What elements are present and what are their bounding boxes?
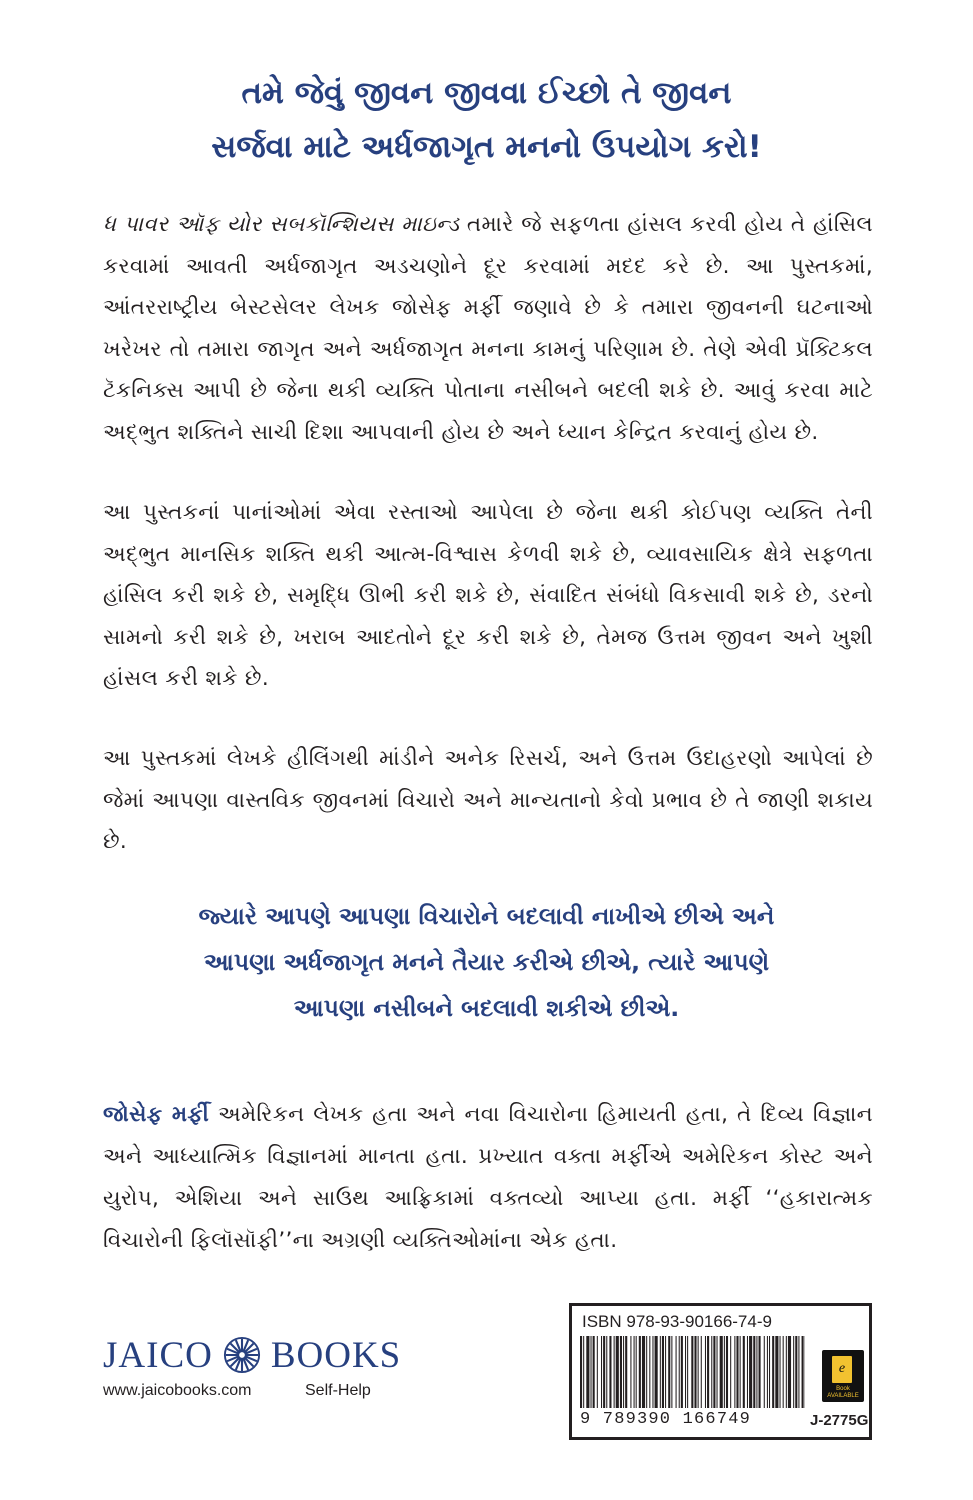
barcode-bar bbox=[736, 1336, 738, 1408]
highlight-quote bbox=[0, 893, 973, 1031]
quote-line-1: જ્યારે આપણે આપણા વિચારોને બદલાવી નાખીએ છીએ અને bbox=[198, 902, 775, 930]
chakra-wheel-icon bbox=[223, 1336, 261, 1374]
barcode-bar bbox=[720, 1336, 723, 1408]
barcode bbox=[580, 1336, 805, 1410]
barcode-bar bbox=[665, 1336, 666, 1408]
author-bio bbox=[103, 1094, 873, 1262]
barcode-bar bbox=[783, 1336, 784, 1408]
barcode-bar bbox=[724, 1336, 725, 1408]
barcode-bar bbox=[780, 1336, 781, 1408]
barcode-bar bbox=[642, 1336, 645, 1408]
author-bio-text: અમેરિકન લેખક હતા અને નવા વિચારોના હિમાયતી હતા, તે દિવ્ય વિજ્ઞાન અને આધ્યાત્મિક વિજ્ઞાનમાં માનતા હતા. પ્રખ્યાત વક્તા મર્ફીએ અમેરિકન કોસ્ટ અને યુરોપ, એશિયા અને સાઉથ આફ્રિકામાં વક્તવ્યો આપ્યા હતા. મર્ફી ‘‘હકારાત્મક વિચારોની ફિલૉસૉફી’’ના અગ્રણી વ્યક્તિઓમાંના એક હતા. bbox=[103, 1102, 874, 1253]
barcode-bar bbox=[687, 1336, 688, 1408]
barcode-bar bbox=[717, 1336, 718, 1408]
author-name: જોસેફ મર્ફી bbox=[103, 1102, 210, 1127]
quote-line-3: આપણા નસીબને બદલાવી શકીએ છીએ. bbox=[293, 994, 680, 1022]
barcode-bar bbox=[671, 1336, 672, 1408]
ebook-available-icon bbox=[822, 1350, 864, 1402]
barcode-bar bbox=[601, 1336, 602, 1408]
isbn-barcode-box bbox=[569, 1303, 872, 1440]
barcode-bar bbox=[769, 1336, 770, 1408]
barcode-bar bbox=[606, 1336, 607, 1408]
barcode-bar bbox=[591, 1336, 592, 1408]
barcode-bar bbox=[759, 1336, 761, 1408]
description-paragraph-3: આ પુસ્તકમાં લેખકે હીલિંગથી માંડીને અનેક રિસર્ચ, અને ઉત્તમ ઉદાહરણો આપેલાં છે જેમાં આપણા વાસ્તવિક જીવનમાં વિચારો અને માન્યતાનો કેવો પ્રભાવ છે તે જાણી શકાય છે. bbox=[103, 746, 873, 854]
publisher-website: www.jaicobooks.com bbox=[103, 1382, 252, 1399]
barcode-bar bbox=[580, 1336, 582, 1408]
barcode-bar bbox=[698, 1336, 699, 1408]
barcode-bar bbox=[788, 1336, 791, 1408]
barcode-bar bbox=[620, 1336, 622, 1408]
barcode-bar bbox=[740, 1336, 741, 1408]
barcode-bar bbox=[630, 1336, 631, 1408]
barcode-bar bbox=[764, 1336, 765, 1408]
barcode-bar bbox=[623, 1336, 624, 1408]
barcode-bar bbox=[793, 1336, 794, 1408]
catalog-code: J-2775G bbox=[810, 1412, 869, 1429]
quote-line-2: આપણા અર્ધજાગૃત મનને તૈયાર કરીએ છીએ, ત્યારે આપણે bbox=[203, 948, 770, 976]
barcode-bar bbox=[775, 1336, 778, 1408]
barcode-bar bbox=[649, 1336, 650, 1408]
barcode-bar bbox=[660, 1336, 661, 1408]
barcode-bar bbox=[597, 1336, 598, 1408]
barcode-bar bbox=[726, 1336, 728, 1408]
barcode-bar bbox=[756, 1336, 757, 1408]
barcode-bar bbox=[625, 1336, 627, 1408]
headline bbox=[0, 66, 973, 174]
barcode-bar bbox=[616, 1336, 619, 1408]
barcode-bar bbox=[753, 1336, 755, 1408]
barcode-bar bbox=[767, 1336, 768, 1408]
barcode-bar bbox=[685, 1336, 686, 1408]
barcode-bar bbox=[652, 1336, 653, 1408]
barcode-bar bbox=[646, 1336, 647, 1408]
barcode-bar bbox=[662, 1336, 664, 1408]
barcode-bar bbox=[730, 1336, 731, 1408]
barcode-bar bbox=[734, 1336, 735, 1408]
barcode-bar bbox=[713, 1336, 715, 1408]
barcode-bar bbox=[655, 1336, 658, 1408]
ebook-label: Book bbox=[836, 1386, 850, 1392]
headline-line-1: તમે જેવું જીવન જીવવા ઈચ્છો તે જીવન bbox=[241, 75, 732, 111]
barcode-bar bbox=[636, 1336, 637, 1408]
barcode-bar bbox=[747, 1336, 748, 1408]
barcode-bar bbox=[691, 1336, 693, 1408]
barcode-bar bbox=[679, 1336, 680, 1408]
barcode-digits: 9 789390 166749 bbox=[580, 1410, 752, 1429]
barcode-bar bbox=[707, 1336, 709, 1408]
barcode-bar bbox=[586, 1336, 589, 1408]
isbn-label: ISBN 978-93-90166-74-9 bbox=[582, 1312, 772, 1331]
paragraph-1-text: તમારે જે સફળતા હાંસલ કરવી હોય તે હાંસિલ કરવામાં આવતી અર્ધજાગૃત અડચણોને દૂર કરવામાં મદદ કરે છે. આ પુસ્તકમાં, આંતરરાષ્ટ્રીય બેસ્ટસેલર લેખક જોસેફ મર્ફી જણાવે છે કે તમારા જીવનની ઘટનાઓ ખરેખર તો તમારા જાગૃત અને અર્ધજાગૃત મનના કામનું પરિણામ છે. તેણે એવી પ્રૅક્ટિકલ ટૅકનિક્સ આપી છે જેના થકી વ્યક્તિ પોતાના નસીબને બદલી શકે છે. આવું કરવા માટે અદ્ભુત શક્તિને સાચી દિશા આપવાની હોય છે અને ધ્યાન કેન્દ્રિત કરવાનું હોય છે. bbox=[103, 212, 873, 445]
ebook-available-label: AVAILABLE bbox=[827, 1393, 859, 1399]
barcode-bar bbox=[694, 1336, 696, 1408]
logo-text-left: JAICO bbox=[103, 1334, 213, 1376]
barcode-bar bbox=[583, 1336, 584, 1408]
ebook-e-glyph: e bbox=[838, 1361, 846, 1376]
barcode-bar bbox=[681, 1336, 683, 1408]
publisher-logo bbox=[103, 1335, 401, 1375]
barcode-bar bbox=[639, 1336, 641, 1408]
description-paragraph-1 bbox=[103, 204, 873, 453]
barcode-bar bbox=[614, 1336, 615, 1408]
barcode-bar bbox=[749, 1336, 752, 1408]
barcode-bar bbox=[593, 1336, 595, 1408]
barcode-bar bbox=[802, 1336, 804, 1408]
genre-label: Self-Help bbox=[305, 1382, 371, 1399]
book-title: ધ પાવર ઑફ યોર સબકૉન્શિયસ માઇન્ડ bbox=[103, 212, 460, 237]
description-paragraph-2: આ પુસ્તકનાં પાનાંઓમાં એવા રસ્તાઓ આપેલા છે જેના થકી કોઈપણ વ્યક્તિ તેની અદ્ભુત માનસિક શક્તિ થકી આત્મ-વિશ્વાસ કેળવી શકે છે, વ્યાવસાયિક ક્ષેત્રે સફળતા હાંસિલ કરી શકે છે, સમૃદ્ધિ ઊભી કરી શકે છે, સંવાદિત સંબંધો વિકસાવી શકે છે, ડરનો સામનો કરી શકે છે, ખરાબ આદતોને દૂર કરી શકે છે, તેમજ ઉત્તમ જીવન અને ખુશી હાંસલ કરી શકે છે. bbox=[103, 500, 873, 691]
barcode-bar bbox=[772, 1336, 774, 1408]
barcode-bar bbox=[668, 1336, 670, 1408]
barcode-bar bbox=[634, 1336, 635, 1408]
barcode-bar bbox=[701, 1336, 702, 1408]
barcode-bar bbox=[609, 1336, 611, 1408]
barcode-bar bbox=[705, 1336, 706, 1408]
barcode-bar bbox=[603, 1336, 605, 1408]
barcode-bar bbox=[798, 1336, 799, 1408]
headline-line-2: સર્જવા માટે અર્ધજાગૃત મનનો ઉપયોગ કરો! bbox=[211, 129, 762, 165]
barcode-bar bbox=[786, 1336, 787, 1408]
barcode-bar bbox=[743, 1336, 745, 1408]
barcode-bar bbox=[676, 1336, 677, 1408]
logo-text-right: BOOKS bbox=[270, 1334, 402, 1376]
barcode-bar bbox=[711, 1336, 712, 1408]
barcode-bar bbox=[795, 1336, 797, 1408]
